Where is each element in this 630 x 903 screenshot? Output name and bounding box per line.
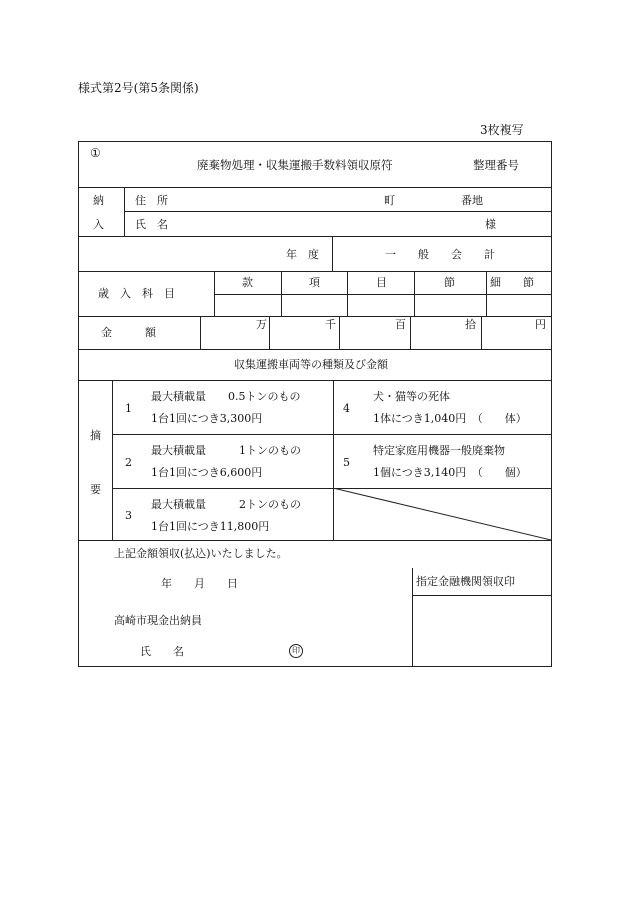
cashier-name-label: 氏 名 <box>140 645 184 658</box>
col-divider <box>339 316 340 349</box>
row-divider <box>112 434 551 435</box>
amount-label: 金 額 <box>101 326 156 339</box>
fee-number: 5 <box>343 456 350 469</box>
col-divider <box>414 271 415 316</box>
col-divider <box>410 316 411 349</box>
row-divider <box>79 236 551 237</box>
lot-label: 番地 <box>461 194 483 207</box>
form-number-label: 様式第2号(第5条関係) <box>78 81 199 95</box>
fee-number: 4 <box>343 402 350 415</box>
col-divider <box>269 316 270 349</box>
row-divider <box>79 187 551 188</box>
payer-label: 入 <box>93 218 104 231</box>
col-divider <box>486 271 487 316</box>
amount-unit: 万 <box>256 318 267 331</box>
budget-column-header: 款 <box>242 276 253 289</box>
stamp-box-divider <box>412 595 551 596</box>
fee-price: 1台1回につき3,300円 <box>151 412 263 425</box>
row-divider <box>79 349 551 350</box>
payer-name-label: 氏 名 <box>135 218 168 231</box>
remarks-label: 摘 <box>90 429 101 442</box>
address-label: 住 所 <box>135 194 168 207</box>
seal-stamp-icon: 印 <box>289 644 303 658</box>
fee-number: 1 <box>125 402 132 415</box>
fee-description: 特定家庭用機器一般廃棄物 <box>373 444 505 457</box>
row-divider <box>214 294 551 295</box>
budget-item-label: 歳 入 科 目 <box>98 287 175 300</box>
fee-number: 3 <box>125 509 132 522</box>
fee-description: 最大積載量 0.5トンのもの <box>151 390 301 403</box>
seal-mark <box>289 644 303 658</box>
amount-unit: 千 <box>325 318 336 331</box>
col-divider <box>332 236 333 271</box>
amount-unit: 拾 <box>465 318 476 331</box>
col-divider <box>124 187 125 236</box>
col-divider <box>347 271 348 316</box>
fee-price: 1台1回につき6,600円 <box>151 466 263 479</box>
row-divider <box>124 211 551 212</box>
payer-label: 納 <box>93 194 104 207</box>
row-divider <box>79 380 551 381</box>
fee-number: 2 <box>125 456 132 469</box>
budget-column-header: 目 <box>376 276 387 289</box>
amount-unit: 百 <box>395 318 406 331</box>
col-divider <box>214 271 215 316</box>
fee-price: 1体につき1,040円 （ 体） <box>373 412 527 425</box>
fiscal-year-label: 年 度 <box>286 248 319 261</box>
bank-stamp-label: 指定金融機関領収印 <box>416 575 515 588</box>
cashier-title: 高崎市現金出納員 <box>114 614 202 627</box>
fee-price: 1個につき3,140円 （ 個） <box>373 466 527 479</box>
row-divider <box>79 540 551 541</box>
col-divider <box>281 271 282 316</box>
col-divider <box>412 568 413 666</box>
fees-heading: 収集運搬車両等の種類及び金額 <box>234 358 388 371</box>
fee-description: 最大積載量 1トンのもの <box>151 444 301 457</box>
reference-number-label: 整理番号 <box>473 158 519 172</box>
receipt-form <box>78 141 552 667</box>
fee-description: 最大積載量 2トンのもの <box>151 498 301 511</box>
col-divider <box>200 316 201 349</box>
budget-column-header: 細 節 <box>490 276 534 289</box>
remarks-label: 要 <box>90 483 101 496</box>
sheet-number: ① <box>90 146 101 160</box>
col-divider <box>481 316 482 349</box>
fee-description: 犬・猫等の死体 <box>373 390 450 403</box>
town-label: 町 <box>384 194 395 207</box>
receipt-date: 年 月 日 <box>161 577 238 590</box>
form-title: 廃棄物処理・収集運搬手数料領収原符 <box>197 158 393 172</box>
fee-price: 1台1回につき11,800円 <box>151 520 270 533</box>
budget-column-header: 項 <box>309 276 320 289</box>
row-divider <box>79 271 551 272</box>
account-name: 一 般 会 計 <box>385 248 495 261</box>
amount-unit: 円 <box>535 318 546 331</box>
col-divider <box>112 380 113 540</box>
budget-column-header: 節 <box>444 276 455 289</box>
honorific: 様 <box>485 218 496 231</box>
receipt-statement: 上記金額領収(払込)いたしました。 <box>114 547 288 560</box>
copies-label: 3枚複写 <box>480 123 524 137</box>
empty-cell-diagonal <box>333 488 551 540</box>
